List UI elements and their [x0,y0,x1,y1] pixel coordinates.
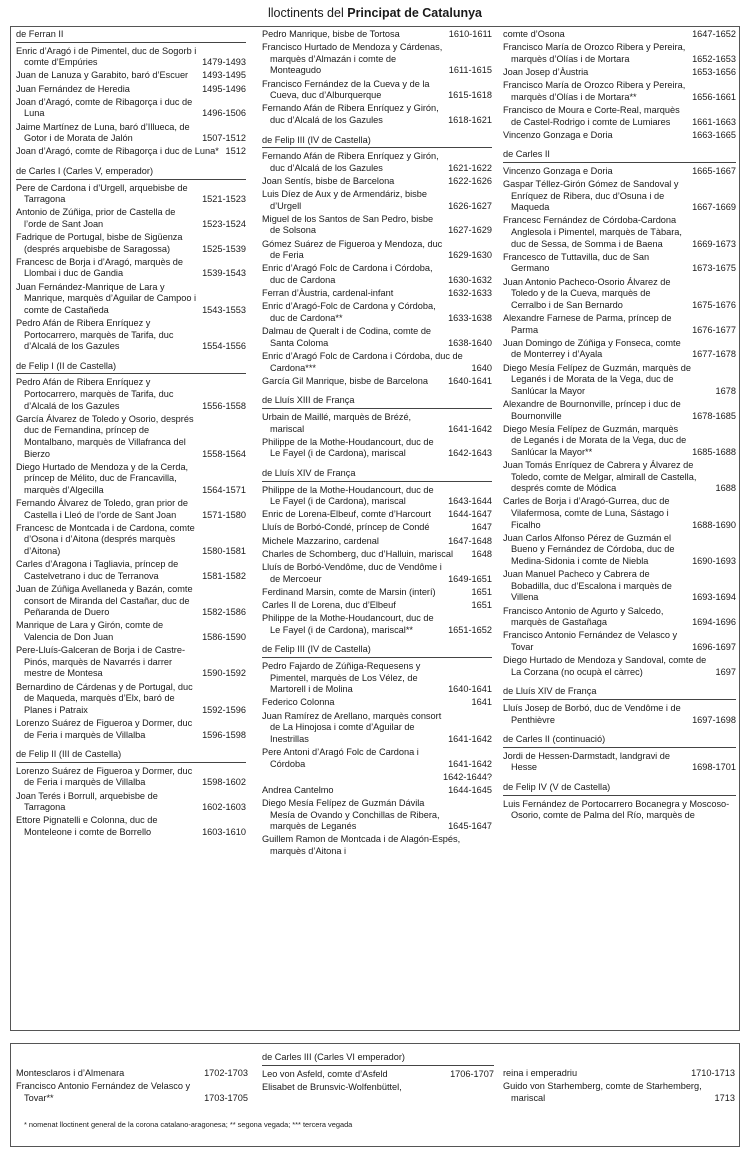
entry-name: Carles II de Lorena, duc d’Elbeuf [262,600,396,610]
entry-name: Leo von Asfeld, comte d’Asfeld [262,1068,388,1079]
entry [262,587,492,599]
entry-name: Bernardino de Cárdenas y de Portugal, duc de Maqueda, marquès d’Elx, baró de Planes i Patraix [16,681,193,715]
entry-dates: 1703-1705 [204,1092,248,1103]
entry-dates: 1615-1618 [448,90,492,101]
entry-dates: 1598-1602 [202,777,246,788]
entry-dates: 1663-1665 [692,129,736,140]
entry [262,214,492,237]
entry [503,277,736,312]
entry-name: Pere-Lluís-Galceran de Borja i de Castre-Pinós, marquès de Navarrés i darrer mestre de Montesa [16,645,186,679]
entry-name: Fernando Afán de Ribera Enríquez y Girón, duc d’Alcalá de los Gazules [262,103,439,125]
entry [16,718,246,741]
column-3 [503,29,736,823]
entry-dates: 1626-1627 [448,200,492,211]
entry [262,189,492,212]
entry-dates: 1580-1581 [202,546,246,557]
entry-dates: 1673-1675 [692,263,736,274]
entry-dates: 1493-1495 [202,70,246,81]
entry [16,84,246,96]
entry-name: Pedro Afán de Ribera Enríquez y Portocarrero, marquès de Tarifa, duc d’Alcalá de los Gazules [16,377,174,411]
entry-dates: 1627-1629 [448,225,492,236]
entry [262,239,492,262]
section-heading: de Felip II (III de Castella) [16,749,246,763]
entry-name: Juan Antonio Pacheco-Osorio Álvarez de Toledo y de la Cueva, marquès de Cerralbo i de San Bernardo [503,276,671,310]
entry [262,412,492,435]
entry [503,338,736,361]
section-heading: de Lluís XIII de França [262,395,492,409]
bottom-column-2 [262,1052,494,1095]
entry-name: Francisco Antonio Fernández de Velasco y Tovar** [16,1081,191,1103]
entry [262,42,492,77]
entry [16,682,246,717]
entry-dates: 1651-1652 [448,624,492,635]
entry-dates: 1651 [471,600,492,610]
entry [503,460,736,495]
entry-name: Lluís Josep de Borbó, duc de Vendôme i de Penthièvre [503,702,681,725]
entry [262,697,492,709]
entry-name: Antonio de Zúñiga, prior de Castella de l’orde de Sant Joan [16,207,176,229]
entry-dates: 1656-1661 [692,91,736,102]
entry-name: Francesc de Borja i d’Aragó, marquès de Llombai i duc de Gandia [16,256,183,279]
entry-name: Enric d’Aragó i de Pimentel, duc de Sogorb i comte d’Empúries [16,45,197,68]
entry-dates: 1496-1506 [202,108,246,119]
entry-name: Andrea Cantelmo [262,784,334,795]
entry-name: García Álvarez de Toledo y Osorio, després duc de Fernandina, príncep de Montalbano, marquès de Villafranca del Bierzo [16,413,194,459]
entry-dates: 1554-1556 [202,341,246,352]
entry [503,569,736,604]
entry [16,183,246,206]
entry [262,600,492,612]
entry-name: Luis Fernández de Portocarrero Bocanegra y Moscoso-Osorio, comte de Palma del Río, marquès de [503,798,730,821]
entry-name: Joan Sentís, bisbe de Barcelona [262,175,395,186]
entry [16,1068,248,1080]
entry-dates: 1641-1642 [448,733,492,744]
entry-name: Carles de Borja i d’Aragó-Gurrea, duc de Vilafermosa, comte de Luna, Sástago i Ficalho [503,496,670,530]
entry-name: Alexandre Farnese de Parma, príncep de Parma [503,313,672,335]
entry-name: Francisco María de Orozco Ribera y Pereira, marquès d’Olías i de Mortara [503,42,686,64]
entry-name: Montesclaros i d’Almenara [16,1068,125,1078]
entry [16,318,246,353]
entry-dates: 1642-1643 [448,448,492,459]
entry-name: Gaspar Téllez-Girón Gómez de Sandoval y Enríquez de Ribera, duc d’Osuna i de Maqueda [503,179,679,213]
entry-name: Michele Mazzarino, cardenal [262,535,379,546]
entry [503,215,736,250]
section-heading: de Lluís XIV de França [262,468,492,482]
entry-name: Francisco Hurtado de Mendoza y Cárdenas, marquès d’Almazán i comte de Monteagudo [262,42,443,76]
entry-name: Joan Terés i Borrull, arquebisbe de Tarragona [16,790,158,813]
entry [262,176,492,188]
entry-name: Federico Colonna [262,697,335,708]
entry [262,151,492,174]
entry-dates: 1629-1630 [448,250,492,261]
entry [503,363,736,398]
entry [503,496,736,531]
entry-name: Elisabet de Brunsvic-Wolfenbüttel, [262,1081,402,1092]
entry [16,282,246,317]
entry-name: Fernando Álvarez de Toledo, gran prior de Castella i Lleó de l’orde de Sant Joan [16,498,188,520]
entry-dates: 1693-1694 [692,592,736,603]
entry-dates: 1652-1653 [692,53,736,64]
entry [16,523,246,558]
entry [503,80,736,103]
entry-dates: 1653-1656 [692,66,736,77]
entry-dates: 1644-1645 [448,784,492,795]
entry-dates: 1642-1644? [442,771,492,782]
section-heading: de Felip IV (V de Castella) [503,782,736,796]
section-heading: de Felip III (IV de Castella) [262,644,492,658]
entry-dates: 1706-1707 [450,1068,494,1079]
entry-dates: 1521-1523 [202,194,246,205]
entry [16,584,246,619]
entry-dates: 1525-1539 [202,243,246,254]
entry [262,1082,494,1094]
entry-dates: 1648 [471,548,492,559]
entry-name: Juan Tomás Enríquez de Cabrera y Álvarez de Toledo, comte de Melgar, almirall de Castella, després comte de Módica [503,460,697,494]
entry [16,46,246,69]
entry-name: Francesc Fernández de Córdoba-Cardona Anglesola i Pimentel, marquès de Tàbara, duc de Sessa, de Somma i de Baena [503,215,682,249]
entry-name: Pedro Afán de Ribera Enríquez y Portocarrero, marquès de Tarifa, duc d’Alcalá de los Gazules [16,318,174,352]
entry-name: Alexandre de Bournonville, príncep i duc de Bournonville [503,398,681,421]
entry-dates: 1690-1693 [692,556,736,567]
entry-dates: 1678-1685 [692,410,736,421]
entry [503,252,736,275]
entry-dates: 1688 [715,483,736,494]
entry-dates: 1640-1641 [448,684,492,695]
entry-name: Guido von Starhemberg, comte de Starhemberg, mariscal [503,1081,702,1103]
entry-dates: 1641-1642 [448,758,492,769]
entry-name: Ettore Pignatelli e Colonna, duc de Monteleone i comte de Borrello [16,815,158,837]
entry-name: Juan Manuel Pacheco y Cabrera de Bobadilla, duc d’Escalona i marquès de Villena [503,569,672,603]
entry [503,424,736,459]
entry-name: Diego Mesía Felípez de Guzmán, marquès de Leganés i de Morata de la Vega, duc de Sanlúcar la Mayor [503,362,691,396]
entry-dates: 1638-1640 [448,337,492,348]
entry [16,122,246,145]
title-prefix: lloctinents del [268,6,344,20]
entry-name: comte d’Osona [503,29,565,39]
entry [16,815,246,838]
entry [262,536,492,548]
section-heading: de Lluís XIV de França [503,686,736,700]
entry [262,711,492,746]
entry-name: Philippe de la Mothe-Houdancourt, duc de Le Fayel (i de Cardona), mariscal [262,484,434,507]
entry-dates: 1713 [714,1092,735,1103]
entry-name: Vincenzo Gonzaga e Doria [503,129,613,140]
entry [16,377,246,412]
section-heading: de Ferran II [16,29,246,43]
bottom-column-1 [16,1068,248,1106]
entry [503,179,736,214]
entry-name: Francisco Antonio Fernández de Velasco y Tovar [503,630,678,652]
entry [503,630,736,653]
entry [16,620,246,643]
entry-dates: 1697 [715,666,736,677]
entry [262,772,492,784]
entry-name: Joan d’Aragó, comte de Ribagorça i duc de Luna [16,96,193,119]
entry [503,703,736,726]
entry [503,67,736,79]
entry-dates: 1564-1571 [202,484,246,495]
entry [262,613,492,636]
entry [262,747,492,770]
bottom-column-3 [503,1068,735,1106]
entry-name: Pedro Manrique, bisbe de Tortosa [262,29,400,39]
entry [503,105,736,128]
entry-dates: 1710-1713 [691,1068,735,1078]
entry-name: Urbain de Maillé, marquès de Brézé, mariscal [262,411,412,434]
page-title [0,6,750,20]
entry-dates: 1590-1592 [202,668,246,679]
entry-dates: 1677-1678 [692,349,736,360]
entry-dates: 1596-1598 [202,729,246,740]
entry [503,1081,735,1104]
entry [16,146,246,158]
column-1 [16,29,246,840]
entry [262,437,492,460]
entry-dates: 1571-1580 [202,509,246,520]
entry-name: Philippe de la Mothe-Houdancourt, duc de Le Fayel (i de Cardona), mariscal** [262,613,434,635]
section-heading: de Carles II (continuació) [503,734,736,748]
entry-dates: 1675-1676 [692,299,736,310]
entry-name: Philippe de la Mothe-Houdancourt, duc de Le Fayel (i de Cardona), mariscal [262,436,434,459]
entry-dates: 1479-1493 [202,57,246,68]
entry-dates: 1688-1690 [692,519,736,530]
entry [503,130,736,142]
entry-dates: 1543-1553 [202,304,246,315]
entry [262,562,492,585]
entry [262,263,492,286]
entry [503,799,736,822]
entry-dates: 1696-1697 [692,641,736,652]
entry-dates: 1645-1647 [448,821,492,832]
entry [16,791,246,814]
section-heading: de Carles I (Carles V, emperador) [16,166,246,180]
entry-name: Juan Carlos Alfonso Pérez de Guzmán el Bueno y Fernández de Córdoba, duc de Medina-Sidonia i comte de Niebla [503,532,675,567]
section-heading: de Felip III (IV de Castella) [262,135,492,149]
entry-name: Pere Antoni d’Aragó Folc de Cardona i Córdoba [262,746,419,769]
entry-dates: 1697-1698 [692,714,736,725]
entry-name: Francisco Fernández de la Cueva y de la Cueva, duc d’Alburquerque [262,78,430,101]
entry-name: Juan Ramírez de Arellano, marquès consort de La Hinojosa i comte d’Aguilar de Inestrillas [262,710,442,744]
entry-name: Jordi de Hessen-Darmstadt, landgravi de Hesse [503,750,670,773]
entry-name: Miguel de los Santos de San Pedro, bisbe de Solsona [262,213,434,236]
title-bold: Principat de Catalunya [347,6,482,20]
entry [16,232,246,255]
entry [503,29,736,41]
entry [16,1081,248,1104]
entry-name: Francesc de Montcada i de Cardona, comte d’Osona i d’Aitona (després marquès d’Aitona) [16,522,195,557]
entry [262,522,492,534]
entry [262,79,492,102]
entry-dates: 1602-1603 [202,802,246,813]
entry [503,751,736,774]
entry-dates: 1630-1632 [448,275,492,286]
entry-name: Manrique de Lara y Girón, comte de Valencia de Don Juan [16,620,164,642]
entry-name: Joan d’Aragó, comte de Ribagorça i duc de Luna* [16,146,219,157]
entry-dates: 1592-1596 [202,704,246,715]
entry-name: Diego Mesía Felípez de Guzmán Dávila Mesía de Ovando y Conchillas de Ribera, marquès de Leganés [262,798,440,832]
entry-name: Carles d’Aragona i Tagliavia, príncep de Castelvetrano i duc de Terranova [16,559,179,581]
entry-dates: 1647-1648 [448,535,492,546]
entry-name: Enric d’Aragó Folc de Cardona i Córdoba, duc de Cardona*** [262,350,463,373]
entry-dates: 1582-1586 [202,607,246,618]
entry-name: Vincenzo Gonzaga e Doria [503,165,613,176]
entry-dates: 1702-1703 [204,1068,248,1078]
footnote: * nomenat lloctinent general de la corona catalano-aragonesa; ** segona vegada; *** tercera vegada [24,1120,353,1129]
column-2 [262,29,492,859]
entry-dates: 1512 [225,146,246,157]
entry-dates: 1665-1667 [692,165,736,176]
entry-dates: 1685-1688 [692,446,736,457]
entry [16,766,246,789]
entry [16,257,246,280]
entry [262,834,492,857]
entry-dates: 1649-1651 [448,573,492,584]
entry-name: Joan Josep d’Àustria [503,66,589,77]
entry-name: Enric d’Aragó Folc de Cardona i Córdoba, duc de Cardona [262,263,433,286]
entry-name: Juan Fernández-Manrique de Lara y Manrique, marquès d’Aguilar de Campoo i comte de Castañeda [16,281,197,315]
entry-name: Francisco María de Orozco Ribera y Pereira, marquès d’Olías i de Mortara** [503,80,686,102]
entry-name: Ferran d’Àustria, cardenal-infant [262,288,394,299]
entry-name: Francesco de Tuttavilla, duc de San Germano [503,251,650,274]
entry-dates: 1622-1626 [448,175,492,186]
entry-name: Juan de Zúñiga Avellaneda y Bazán, comte consort de Miranda del Castañar, duc de Peñaranda de Duero [16,584,193,618]
entry-name: Diego Mesía Felípez de Guzmán, marquès de Leganés i de Morata de la Vega, duc de Sanlúcar la Mayor** [503,423,687,457]
entry [16,645,246,680]
entry [262,326,492,349]
entry-name: Lluís de Borbó-Condé, príncep de Condé [262,522,430,533]
entry-name: García Gil Manrique, bisbe de Barcelona [262,375,428,386]
entry-name: Diego Hurtado de Mendoza y de la Cerda, príncep de Mélito, duc de Francavilla, marquès d’Algecilla [16,461,189,495]
entry-name: Juan Fernández de Heredia [16,83,130,94]
entry [16,559,246,582]
entry-name: Lorenzo Suárez de Figueroa y Dormer, duc de Feria i marquès de Villalba [16,765,193,788]
entry-name: Pere de Cardona i d’Urgell, arquebisbe de Tarragona [16,182,188,205]
entry [262,549,492,561]
entry-name: Juan Domingo de Zúñiga y Fonseca, comte de Monterrey i d’Ayala [503,337,681,360]
entry-dates: 1647 [471,522,492,533]
entry [262,376,492,388]
entry [503,399,736,422]
entry-name: Charles de Schomberg, duc d’Halluin, mariscal [262,548,453,559]
entry-name: Lorenzo Suárez de Figueroa y Dormer, duc de Feria i marquès de Villalba [16,717,193,740]
entry-dates: 1611-1615 [448,65,492,76]
entry-dates: 1644-1647 [448,509,492,520]
entry-dates: 1603-1610 [202,826,246,837]
entry-name: Jaime Martínez de Luna, baró d’Illueca, de Gotor i de Morata de Jalón [16,121,190,144]
entry-name: Luis Díez de Aux y de Armendáriz, bisbe d’Urgell [262,189,427,211]
entry-name: Gómez Suárez de Figueroa y Mendoza, duc de Feria [262,238,443,261]
entry-dates: 1539-1543 [202,268,246,279]
entry [503,166,736,178]
entry-dates: 1621-1622 [448,162,492,173]
entry [16,97,246,120]
entry [262,661,492,696]
entry [262,351,492,374]
entry-name: Ferdinand Marsin, comte de Marsin (interí) [262,586,436,597]
entry-name: Guillem Ramon de Montcada i de Alagón-Espés, marquès d’Aitona i [262,834,461,857]
section-heading: de Carles II [503,149,736,163]
entry-dates: 1507-1512 [202,133,246,144]
entry-dates: 1495-1496 [202,83,246,94]
entry [503,42,736,65]
entry-dates: 1669-1673 [692,238,736,249]
entry [262,1069,494,1081]
entry [262,288,492,300]
entry-dates: 1640 [471,362,492,373]
section-heading: de Carles III (Carles VI emperador) [262,1052,494,1066]
entry-name: Lluís de Borbó-Vendôme, duc de Vendôme i de Mercoeur [262,562,442,584]
entry-dates: 1651 [471,586,492,597]
entry-name: Francisco Antonio de Agurto y Salcedo, marquès de Gastañaga [503,605,664,628]
entry [262,29,492,41]
entry [503,606,736,629]
entry-dates: 1647-1652 [692,29,736,39]
entry [262,485,492,508]
entry-dates: 1633-1638 [448,313,492,323]
entry-dates: 1556-1558 [202,400,246,411]
entry-name: Enric d’Aragó-Folc de Cardona y Córdoba, duc de Cardona** [262,301,436,323]
entry [503,533,736,568]
entry [16,498,246,521]
entry-dates: 1523-1524 [202,218,246,229]
entry-dates: 1581-1582 [202,570,246,581]
entry-dates: 1558-1564 [202,448,246,459]
entry-name: Juan de Lanuza y Garabito, baró d’Escuer [16,70,189,81]
section-heading: de Felip I (II de Castella) [16,361,246,375]
entry-dates: 1641-1642 [448,423,492,434]
entry-name: Fadrique de Portugal, bisbe de Sigüenza (després arquebisbe de Saragossa) [16,232,183,254]
entry [262,785,492,797]
entry [503,313,736,336]
entry-dates: 1678 [715,385,736,396]
entry-name: Pedro Fajardo de Zúñiga-Requesens y Pimentel, marquès de Los Vélez, de Martorell i de Molina [262,660,421,695]
entry-name: Francisco de Moura e Corte-Real, marquès de Castel-Rodrigo i comte de Lumiares [503,104,680,127]
entry [262,798,492,833]
entry-name: Fernando Afán de Ribera Enríquez y Girón, duc d’Alcalá de los Gazules [262,151,439,173]
entry-dates: 1586-1590 [202,632,246,642]
entry-name: Enric de Lorena-Elbeuf, comte d’Harcourt [262,509,432,520]
entry-dates: 1698-1701 [692,762,736,773]
entry [503,655,736,678]
entry-name: Dalmau de Queralt i de Codina, comte de Santa Coloma [262,326,432,348]
entry [16,414,246,460]
entry-dates: 1632-1633 [448,288,492,299]
entry-dates: 1640-1641 [448,375,492,386]
entry-dates: 1694-1696 [692,617,736,628]
entry [16,462,246,497]
entry-dates: 1641 [471,697,492,708]
entry [16,70,246,82]
entry [16,207,246,230]
entry-dates: 1643-1644 [448,496,492,507]
entry [503,1068,735,1080]
entry-dates: 1661-1663 [692,116,736,127]
entry [262,103,492,126]
entry-dates: 1676-1677 [692,324,736,335]
entry-dates: 1667-1669 [692,202,736,213]
entry-dates: 1610-1611 [448,29,492,39]
entry-dates: 1618-1621 [448,114,492,125]
entry-name: Diego Hurtado de Mendoza y Sandoval, comte de La Corzana (no ocupà el càrrec) [503,655,707,677]
entry [262,509,492,521]
entry-name: reina i emperadriu [503,1068,578,1078]
entry [262,301,492,324]
bottom-col2-list [262,1069,494,1094]
